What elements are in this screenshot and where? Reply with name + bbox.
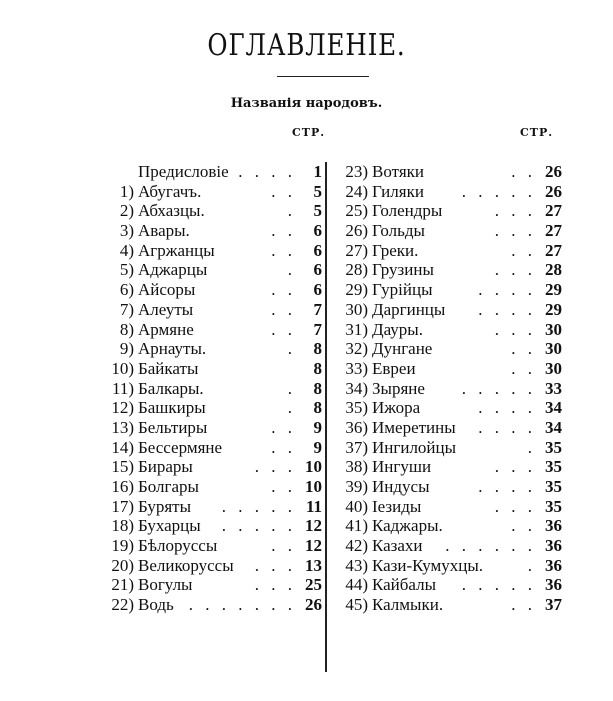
entry-number: 21) <box>111 575 134 595</box>
entry-number: 11) <box>111 378 134 398</box>
entry-name: Казахи <box>372 536 423 556</box>
leader-dots: . . . <box>494 496 536 516</box>
entry-page: 29 <box>545 299 562 319</box>
page-title: ОГЛАВЛЕНІЕ. <box>207 28 406 63</box>
entry-number: 1) <box>119 181 134 201</box>
leader-dots: . <box>287 201 296 221</box>
entry-page: 27 <box>545 221 562 241</box>
leader-dots: . . . <box>254 457 296 477</box>
leader-dots: . . <box>511 339 536 359</box>
entry-page: 13 <box>305 555 322 575</box>
toc-entry <box>338 260 562 280</box>
leader-dots: . <box>527 555 536 575</box>
leader-dots: . . <box>271 240 296 260</box>
toc-entry <box>338 595 562 615</box>
toc-entry <box>108 260 322 280</box>
entry-page: 36 <box>545 575 562 595</box>
entry-number: 10) <box>111 358 134 378</box>
entry-number: 35) <box>345 398 368 418</box>
entry-page: 37 <box>545 595 562 615</box>
leader-dots: . . <box>511 162 536 181</box>
entry-number: 17) <box>111 496 134 516</box>
entry-number <box>108 162 134 182</box>
toc-entry <box>108 162 322 182</box>
entry-name: Буряты <box>138 496 192 516</box>
leader-dots: . . . . <box>478 299 536 319</box>
entry-page: 29 <box>545 280 562 300</box>
leader-dots: . . . <box>494 221 536 241</box>
entry-name: Вогулы <box>138 575 193 595</box>
entry-name: Калмыки. <box>372 595 444 615</box>
leader-dots: . . . . <box>478 398 536 418</box>
entry-number: 8) <box>119 319 134 339</box>
entry-page: 6 <box>313 240 322 260</box>
toc-left-column <box>108 162 322 615</box>
entry-name: Ижора <box>372 398 421 418</box>
entry-page: 34 <box>545 417 562 437</box>
entry-name: Айсоры <box>138 280 196 300</box>
entry-page: 6 <box>313 280 322 300</box>
leader-dots: . . . . . . <box>445 536 536 556</box>
leader-dots: . . . . . <box>221 516 296 536</box>
toc-entry <box>108 477 322 497</box>
entry-number: 15) <box>111 457 134 477</box>
leader-dots: . . . <box>254 575 296 595</box>
toc-entry <box>338 418 562 438</box>
entry-page: 6 <box>313 260 322 280</box>
leader-dots: . . <box>271 477 296 496</box>
entry-page: 5 <box>313 201 322 221</box>
leader-dots: . . . <box>254 555 296 575</box>
entry-number: 20) <box>111 555 134 575</box>
entry-page: 27 <box>545 201 562 221</box>
entry-name: Бельтиры <box>138 417 208 437</box>
toc-entry <box>108 536 322 556</box>
leader-dots: . <box>287 378 296 398</box>
entry-page: 30 <box>545 319 562 339</box>
toc-entry <box>108 516 322 536</box>
toc-entry <box>108 221 322 241</box>
toc-entry <box>108 320 322 340</box>
entry-name: Алеуты <box>138 299 194 319</box>
entry-number: 14) <box>111 437 134 457</box>
toc-entry <box>338 379 562 399</box>
leader-dots: . . . <box>494 201 536 221</box>
entry-page: 10 <box>305 457 322 477</box>
entry-number: 39) <box>345 477 368 496</box>
entry-number: 9) <box>119 339 134 359</box>
toc-entry <box>338 241 562 261</box>
leader-dots: . . . . . <box>461 575 536 595</box>
entry-name: Евреи <box>372 358 416 378</box>
entry-number: 43) <box>345 555 368 575</box>
leader-dots: . . . <box>494 319 536 339</box>
entry-number: 19) <box>111 536 134 556</box>
toc-entry <box>338 300 562 320</box>
entry-number: 33) <box>345 358 368 378</box>
entry-page: 34 <box>545 398 562 418</box>
entry-page: 26 <box>305 595 322 615</box>
entry-page: 25 <box>305 575 322 595</box>
entry-number: 37) <box>345 437 368 457</box>
toc-entry <box>108 280 322 300</box>
entry-name: Байкаты <box>138 358 199 378</box>
entry-name: Голендры <box>372 201 443 221</box>
entry-number: 25) <box>345 201 368 221</box>
leader-dots: . . . <box>494 457 536 477</box>
entry-page: 9 <box>313 437 322 457</box>
entry-page: 7 <box>313 319 322 339</box>
entry-name: Гольды <box>372 221 425 241</box>
entry-number: 2) <box>119 201 134 221</box>
entry-number: 29) <box>345 280 368 300</box>
entry-page: 36 <box>545 555 562 575</box>
entry-name: Грузины <box>372 260 434 280</box>
toc-entry <box>338 556 562 576</box>
toc-entry <box>108 438 322 458</box>
entry-name: Армяне <box>138 319 194 339</box>
entry-number: 31) <box>345 319 368 339</box>
toc-entry <box>108 398 322 418</box>
entry-number: 36) <box>345 417 368 437</box>
entry-page: 10 <box>305 477 322 496</box>
entry-name: Авары. <box>138 221 190 241</box>
entry-page: 26 <box>545 181 562 201</box>
toc-entry <box>108 339 322 359</box>
entry-name: Аджарцы <box>138 260 208 280</box>
entry-number: 45) <box>345 595 368 615</box>
leader-dots: . . . . . <box>221 496 296 516</box>
entry-page: 26 <box>545 162 562 181</box>
entry-name: Ингилойцы <box>372 437 457 457</box>
entry-page: 28 <box>545 260 562 280</box>
leader-dots: . . <box>271 221 296 241</box>
leader-dots: . . <box>511 595 536 615</box>
page-column-header-left: СТР. <box>292 126 326 139</box>
entry-page: 35 <box>545 496 562 516</box>
entry-page: 12 <box>305 516 322 536</box>
entry-name: Башкиры <box>138 398 206 418</box>
entry-page: 9 <box>313 417 322 437</box>
leader-dots: . . . . <box>478 477 536 496</box>
entry-name: Гурійцы <box>372 280 433 300</box>
entry-number: 26) <box>345 221 368 241</box>
leader-dots: . . <box>511 516 536 536</box>
toc-entry <box>338 182 562 202</box>
entry-number: 4) <box>119 240 134 260</box>
entry-name: Кази-Кумухцы. <box>372 555 483 575</box>
toc-entry <box>108 497 322 517</box>
entry-page: 12 <box>305 536 322 556</box>
entry-name: Бессермяне <box>138 437 223 457</box>
entry-number: 27) <box>345 240 368 260</box>
column-divider <box>325 162 327 672</box>
entry-name: Предисловіе <box>138 162 229 181</box>
toc-entry <box>338 516 562 536</box>
entry-name: Бухарцы <box>138 516 201 536</box>
entry-number: 38) <box>345 457 368 477</box>
toc-entry <box>338 536 562 556</box>
leader-dots: . . <box>271 417 296 437</box>
toc-entry <box>108 575 322 595</box>
entry-number: 42) <box>345 536 368 556</box>
toc-entry <box>108 418 322 438</box>
entry-page: 11 <box>305 496 322 516</box>
entry-page: 8 <box>313 378 322 398</box>
leader-dots: . . <box>271 299 296 319</box>
leader-dots: . . <box>271 280 296 300</box>
entry-name: Вотяки <box>372 162 424 181</box>
toc-entry <box>338 398 562 418</box>
toc-entry <box>338 320 562 340</box>
entry-name: Имеретины <box>372 417 456 437</box>
leader-dots: . . . <box>494 260 536 280</box>
leader-dots: . <box>287 398 296 418</box>
entry-name: Іезиды <box>372 496 422 516</box>
leader-dots: . . <box>271 437 296 457</box>
entry-name: Гиляки <box>372 181 424 201</box>
entry-page: 8 <box>313 398 322 418</box>
toc-entry <box>108 359 322 379</box>
leader-dots: . . . . . . . <box>188 595 296 615</box>
toc-entry <box>338 280 562 300</box>
entry-name: Зыряне <box>372 378 425 398</box>
entry-number: 40) <box>345 496 368 516</box>
entry-number: 22) <box>111 595 134 615</box>
page-column-header-right: СТР. <box>520 126 554 139</box>
leader-dots: . . <box>271 319 296 339</box>
entry-page: 36 <box>545 536 562 556</box>
entry-page: 7 <box>313 299 322 319</box>
leader-dots: . . . . <box>478 417 536 437</box>
entry-page: 8 <box>313 358 322 378</box>
toc-entry <box>338 339 562 359</box>
entry-name: Дунгане <box>372 339 433 359</box>
entry-name: Агржанцы <box>138 240 215 260</box>
toc-entry <box>338 359 562 379</box>
entry-page: 6 <box>313 221 322 241</box>
entry-page: 33 <box>545 378 562 398</box>
entry-page: 8 <box>313 339 322 359</box>
toc-entry <box>338 477 562 497</box>
entry-number: 41) <box>345 516 368 536</box>
toc-entry <box>338 575 562 595</box>
entry-name: Кайбалы <box>372 575 437 595</box>
entry-number: 23) <box>345 162 368 181</box>
entry-page: 35 <box>545 457 562 477</box>
entry-name: Каджары. <box>372 516 443 536</box>
entry-page: 30 <box>545 339 562 359</box>
title-rule <box>277 76 369 77</box>
entry-page: 36 <box>545 516 562 536</box>
leader-dots: . <box>527 437 536 457</box>
entry-number: 44) <box>345 575 368 595</box>
entry-number: 16) <box>111 477 134 496</box>
entry-name: Балкары. <box>138 378 204 398</box>
entry-name: Индусы <box>372 477 430 496</box>
entry-name: Греки. <box>372 240 419 260</box>
section-subtitle: Названія народовъ. <box>230 96 383 111</box>
toc-entry <box>338 457 562 477</box>
toc-entry <box>338 221 562 241</box>
entry-number: 28) <box>345 260 368 280</box>
toc-entry <box>108 182 322 202</box>
toc-entry <box>338 438 562 458</box>
toc-entry <box>108 300 322 320</box>
leader-dots: . . <box>511 358 536 378</box>
entry-name: Дауры. <box>372 319 423 339</box>
entry-page: 1 <box>313 162 322 181</box>
entry-number: 34) <box>345 378 368 398</box>
toc-entry <box>338 162 562 182</box>
entry-number: 24) <box>345 181 368 201</box>
toc-entry <box>338 201 562 221</box>
toc-entry <box>108 595 322 615</box>
toc-entry <box>108 201 322 221</box>
entry-name: Водь <box>138 595 174 615</box>
toc-entry <box>338 497 562 517</box>
leader-dots: . . . . . <box>461 378 536 398</box>
entry-page: 27 <box>545 240 562 260</box>
leader-dots: . . <box>271 181 296 201</box>
leader-dots: . . . . <box>478 280 536 300</box>
toc-entry <box>108 379 322 399</box>
entry-name: Арнауты. <box>138 339 207 359</box>
entry-name: Болгары <box>138 477 199 496</box>
entry-number: 5) <box>119 260 134 280</box>
toc-right-column <box>338 162 562 615</box>
toc-entry <box>108 556 322 576</box>
leader-dots: . . <box>271 536 296 556</box>
leader-dots: . . . . <box>238 162 296 181</box>
leader-dots: . . <box>511 240 536 260</box>
entry-name: Великоруссы <box>138 555 234 575</box>
leader-dots <box>198 359 300 379</box>
entry-page: 35 <box>545 437 562 457</box>
entry-number: 32) <box>345 339 368 359</box>
entry-page: 5 <box>313 181 322 201</box>
entry-name: Даргинцы <box>372 299 446 319</box>
entry-number: 3) <box>119 221 134 241</box>
entry-number: 7) <box>119 299 134 319</box>
entry-name: Абугачъ. <box>138 181 202 201</box>
toc-entry <box>108 241 322 261</box>
entry-number: 6) <box>119 280 134 300</box>
entry-name: Абхазцы. <box>138 201 205 221</box>
entry-page: 35 <box>545 477 562 496</box>
entry-name: Бирары <box>138 457 193 477</box>
entry-number: 18) <box>111 516 134 536</box>
entry-number: 30) <box>345 299 368 319</box>
entry-number: 12) <box>111 398 134 418</box>
entry-name: Бѣлоруссы <box>138 536 218 556</box>
leader-dots: . . . . . <box>461 181 536 201</box>
leader-dots: . <box>287 339 296 359</box>
toc-entry <box>108 457 322 477</box>
entry-number: 13) <box>111 417 134 437</box>
leader-dots: . <box>287 260 296 280</box>
entry-page: 30 <box>545 358 562 378</box>
entry-name: Ингуши <box>372 457 432 477</box>
